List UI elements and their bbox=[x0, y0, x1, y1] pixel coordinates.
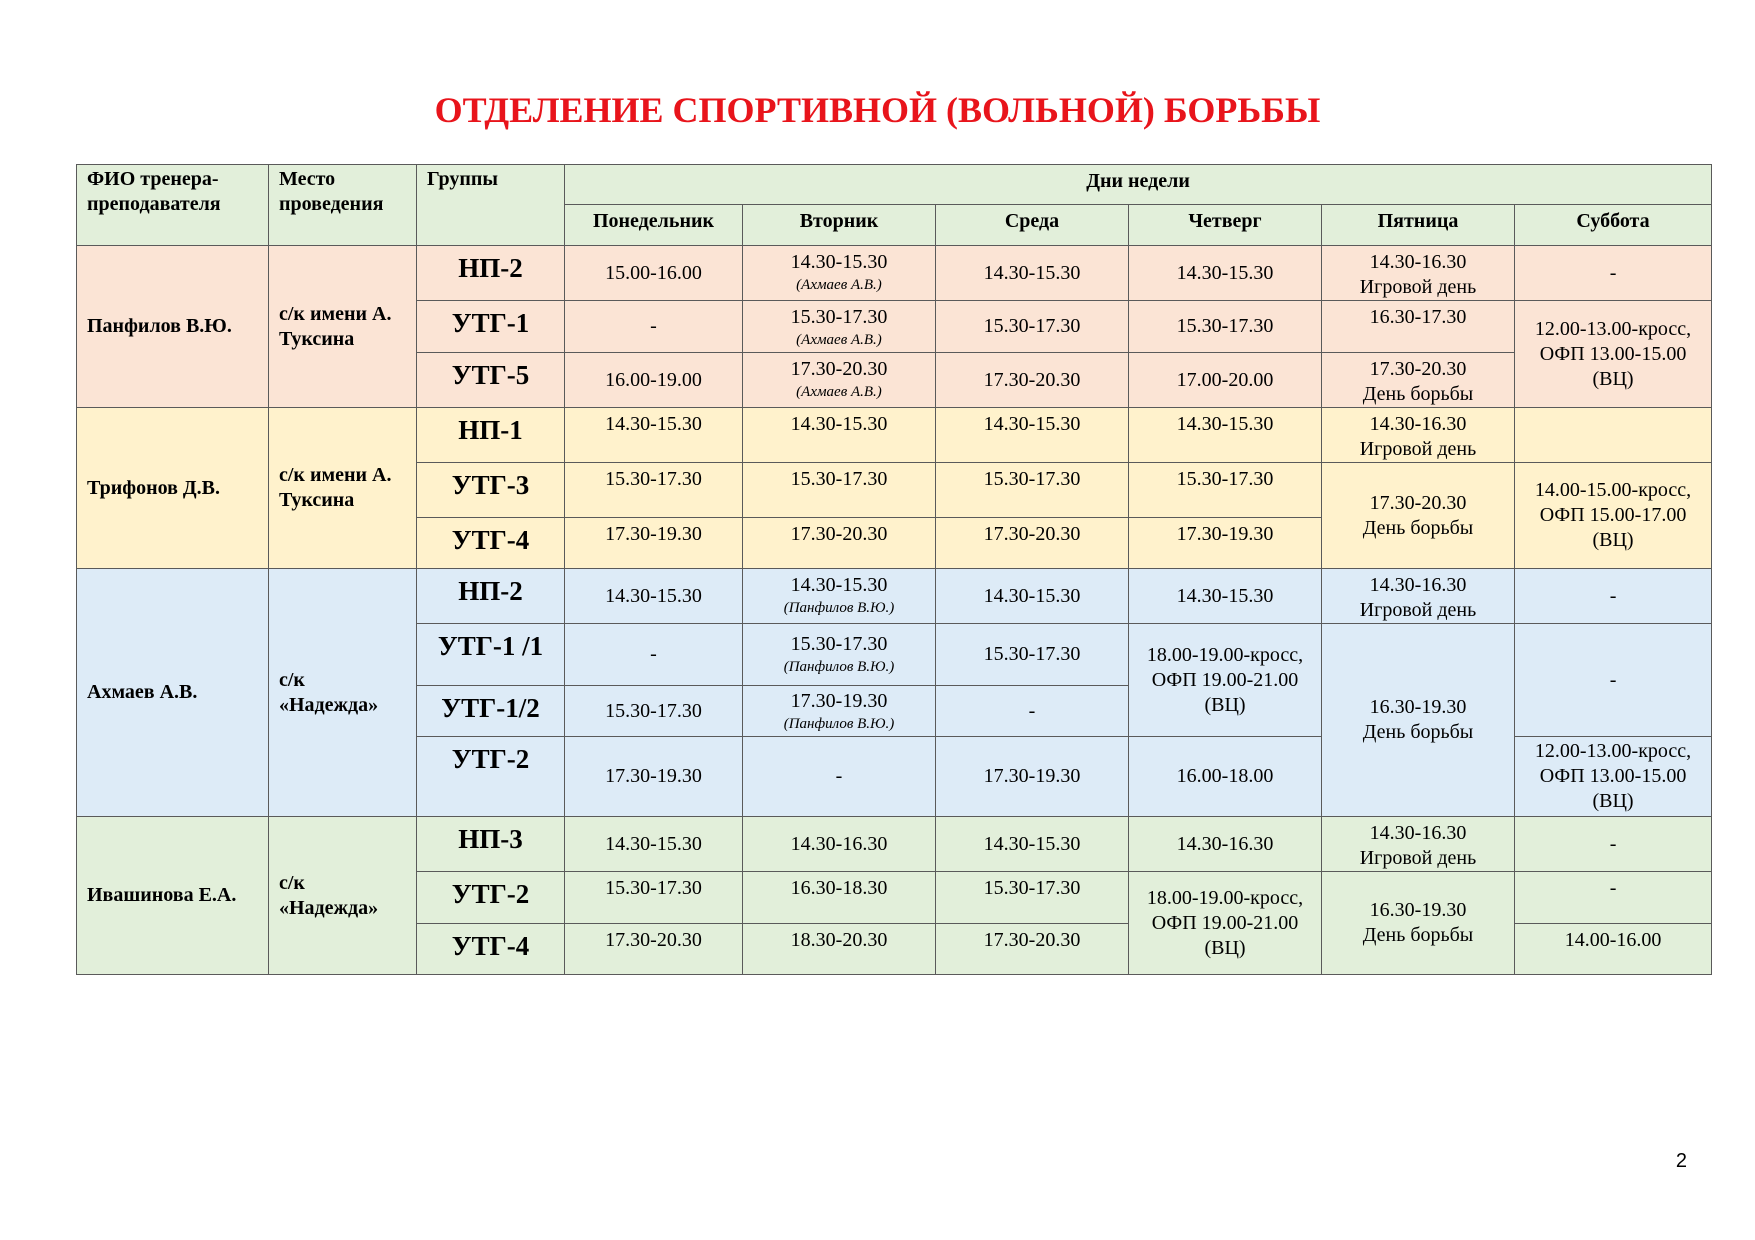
time-cell: 14.30-15.30 bbox=[565, 817, 743, 872]
time-cell: 14.30-15.30 (Панфилов В.Ю.) bbox=[743, 569, 936, 624]
substitute-note: (Ахмаев А.В.) bbox=[796, 384, 882, 400]
day-note: Игровой день bbox=[1359, 276, 1477, 298]
header-coach: ФИО тренера-преподавателя bbox=[77, 165, 269, 246]
time-cell: 17.30-20.30 bbox=[936, 353, 1129, 408]
time-cell: 17.30-19.30 bbox=[936, 737, 1129, 817]
time-cell: - bbox=[1515, 246, 1712, 301]
header-groups: Группы bbox=[417, 165, 565, 246]
group-name: УТГ-4 bbox=[417, 518, 565, 569]
day-note: Игровой день bbox=[1359, 847, 1477, 869]
time-cell: - bbox=[1515, 624, 1712, 737]
time-cell: 15.30-17.30 (Панфилов В.Ю.) bbox=[743, 624, 936, 686]
group-name: НП-2 bbox=[417, 569, 565, 624]
time-cell: 14.30-15.30 bbox=[565, 408, 743, 463]
time-cell: - bbox=[1515, 569, 1712, 624]
group-name: УТГ-2 bbox=[417, 872, 565, 924]
time-cell: 15.30-17.30 bbox=[936, 463, 1129, 518]
time-cell: 17.30-20.30 bbox=[743, 518, 936, 569]
time-cell: 14.30-16.30 bbox=[743, 817, 936, 872]
substitute-note: (Панфилов В.Ю.) bbox=[783, 715, 895, 732]
time-cell: 17.30-19.30 bbox=[565, 518, 743, 569]
page-number: 2 bbox=[1675, 1150, 1687, 1172]
time-cell: 15.30-17.30 bbox=[565, 686, 743, 737]
substitute-note: (Ахмаев А.В.) bbox=[796, 277, 882, 293]
coach-name: Трифонов Д.В. bbox=[77, 408, 269, 569]
day-note: Игровой день bbox=[1359, 438, 1477, 460]
place-name: с/к имени А. Туксина bbox=[269, 408, 417, 569]
time-cell: 14.30-16.30 bbox=[1129, 817, 1322, 872]
table-row bbox=[77, 569, 1712, 624]
time-cell: 18.00-19.00-кросс, ОФП 19.00-21.00 (ВЦ) bbox=[1129, 624, 1322, 737]
time-cell: 17.30-19.30 bbox=[1129, 518, 1322, 569]
group-name: УТГ-1 bbox=[417, 301, 565, 353]
time-cell: 17.00-20.00 bbox=[1129, 353, 1322, 408]
day-note: День борьбы bbox=[1362, 721, 1474, 743]
time-cell: 18.30-20.30 bbox=[743, 924, 936, 975]
time-cell: 14.30-16.30 Игровой день bbox=[1322, 408, 1515, 463]
place-name: с/к имени А. Туксина bbox=[269, 246, 417, 408]
time-cell: 14.30-15.30 bbox=[936, 569, 1129, 624]
time-cell: 14.30-16.30 Игровой день bbox=[1322, 817, 1515, 872]
header-days-title: Дни недели bbox=[565, 165, 1712, 205]
time-cell: 14.30-16.30 Игровой день bbox=[1322, 246, 1515, 301]
header-day-sat: Суббота bbox=[1515, 205, 1712, 246]
header-place: Место проведения bbox=[269, 165, 417, 246]
time-cell: 14.00-16.00 bbox=[1515, 924, 1712, 975]
time-cell: 16.30-18.30 bbox=[743, 872, 936, 924]
coach-name: Ахмаев А.В. bbox=[77, 569, 269, 817]
header-day-thu: Четверг bbox=[1129, 205, 1322, 246]
time-cell: 18.00-19.00-кросс, ОФП 19.00-21.00 (ВЦ) bbox=[1129, 872, 1322, 975]
time-cell: 15.30-17.30 bbox=[936, 301, 1129, 353]
time-cell: - bbox=[565, 624, 743, 686]
table-row bbox=[77, 246, 1712, 301]
day-note: Игровой день bbox=[1359, 599, 1477, 621]
time-cell: 15.30-17.30 bbox=[936, 624, 1129, 686]
group-name: УТГ-1/2 bbox=[417, 686, 565, 737]
substitute-note: (Панфилов В.Ю.) bbox=[783, 600, 895, 616]
time-cell: - bbox=[1515, 872, 1712, 924]
time-cell: 14.30-15.30 bbox=[1129, 246, 1322, 301]
group-name: УТГ-4 bbox=[417, 924, 565, 975]
time-cell: - bbox=[743, 737, 936, 817]
time-cell: 14.30-15.30 bbox=[565, 569, 743, 624]
time-cell: 16.30-19.30 День борьбы bbox=[1322, 624, 1515, 817]
time-cell: 12.00-13.00-кросс, ОФП 13.00-15.00 (ВЦ) bbox=[1515, 301, 1712, 408]
time-cell: 17.30-20.30 День борьбы bbox=[1322, 353, 1515, 408]
group-name: НП-2 bbox=[417, 246, 565, 301]
time-cell: 14.30-15.30 bbox=[936, 817, 1129, 872]
group-name: НП-1 bbox=[417, 408, 565, 463]
time-cell: 14.30-15.30 bbox=[1129, 569, 1322, 624]
day-note: День борьбы bbox=[1362, 516, 1474, 539]
time-cell: - bbox=[1515, 817, 1712, 872]
time-cell: - bbox=[936, 686, 1129, 737]
time-cell: 14.30-15.30 bbox=[743, 408, 936, 463]
time-cell: 15.30-17.30 bbox=[936, 872, 1129, 924]
time-cell: 16.00-19.00 bbox=[565, 353, 743, 408]
time-cell: 17.30-19.30 bbox=[565, 737, 743, 817]
time-cell: 17.30-20.30 bbox=[565, 924, 743, 975]
time-cell: 17.30-20.30 bbox=[936, 518, 1129, 569]
table-row bbox=[77, 408, 1712, 463]
day-note: День борьбы bbox=[1362, 924, 1474, 946]
page-title: ОТДЕЛЕНИЕ СПОРТИВНОЙ (ВОЛЬНОЙ) БОРЬБЫ bbox=[434, 90, 1321, 130]
day-note: День борьбы bbox=[1362, 383, 1474, 405]
time-cell: 17.30-20.30 День борьбы bbox=[1322, 463, 1515, 569]
time-cell: 17.30-20.30 (Ахмаев А.В.) bbox=[743, 353, 936, 408]
schedule-table bbox=[76, 164, 1712, 975]
time-cell: 15.30-17.30 (Ахмаев А.В.) bbox=[743, 301, 936, 353]
group-name: УТГ-5 bbox=[417, 353, 565, 408]
group-name: УТГ-3 bbox=[417, 463, 565, 518]
time-cell: 15.00-16.00 bbox=[565, 246, 743, 301]
time-cell: 16.30-17.30 bbox=[1322, 301, 1515, 353]
header-day-mon: Понедельник bbox=[565, 205, 743, 246]
time-cell: 15.30-17.30 bbox=[743, 463, 936, 518]
time-cell: 12.00-13.00-кросс, ОФП 13.00-15.00 (ВЦ) bbox=[1515, 737, 1712, 817]
header-day-wed: Среда bbox=[936, 205, 1129, 246]
time-cell bbox=[1515, 408, 1712, 463]
coach-name: Панфилов В.Ю. bbox=[77, 246, 269, 408]
header-row bbox=[77, 165, 1712, 205]
time-cell: 14.00-15.00-кросс, ОФП 15.00-17.00 (ВЦ) bbox=[1515, 463, 1712, 569]
substitute-note: (Ахмаев А.В.) bbox=[796, 332, 882, 348]
time-cell: 17.30-19.30 (Панфилов В.Ю.) bbox=[743, 686, 936, 737]
time-cell: 15.30-17.30 bbox=[1129, 301, 1322, 353]
table-row bbox=[77, 817, 1712, 872]
time-cell: 14.30-15.30 bbox=[1129, 408, 1322, 463]
time-cell: 14.30-15.30 (Ахмаев А.В.) bbox=[743, 246, 936, 301]
time-cell: 15.30-17.30 bbox=[565, 463, 743, 518]
place-name: с/к «Надежда» bbox=[269, 569, 417, 817]
coach-name: Ивашинова Е.А. bbox=[77, 817, 269, 975]
group-name: УТГ-2 bbox=[417, 737, 565, 817]
time-cell: - bbox=[565, 301, 743, 353]
header-day-tue: Вторник bbox=[743, 205, 936, 246]
group-name: УТГ-1 /1 bbox=[417, 624, 565, 686]
time-cell: 16.00-18.00 bbox=[1129, 737, 1322, 817]
time-cell: 16.30-19.30 День борьбы bbox=[1322, 872, 1515, 975]
time-cell: 15.30-17.30 bbox=[1129, 463, 1322, 518]
group-name: НП-3 bbox=[417, 817, 565, 872]
time-cell: 14.30-15.30 bbox=[936, 246, 1129, 301]
substitute-note: (Панфилов В.Ю.) bbox=[783, 659, 895, 675]
time-cell: 14.30-16.30 Игровой день bbox=[1322, 569, 1515, 624]
time-cell: 17.30-20.30 bbox=[936, 924, 1129, 975]
time-cell: 15.30-17.30 bbox=[565, 872, 743, 924]
place-name: с/к «Надежда» bbox=[269, 817, 417, 975]
header-day-fri: Пятница bbox=[1322, 205, 1515, 246]
time-cell: 14.30-15.30 bbox=[936, 408, 1129, 463]
